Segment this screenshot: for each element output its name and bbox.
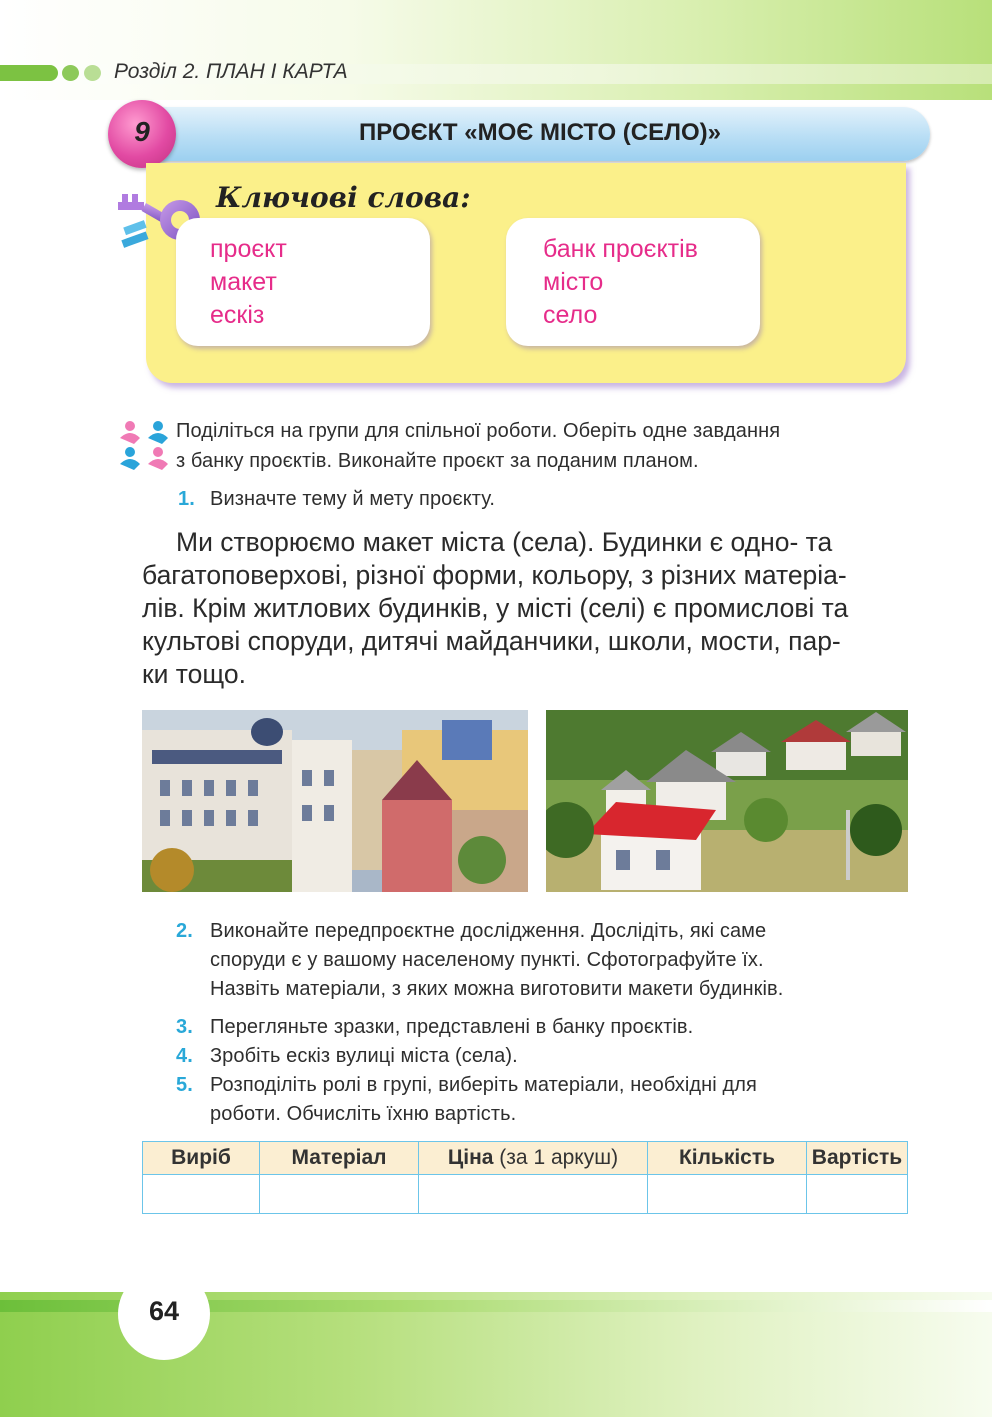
page-number: 64 — [148, 1296, 180, 1326]
step-number: 3. — [176, 1016, 193, 1038]
step-text: роботи. Обчисліть їхню вартість. — [210, 1103, 517, 1125]
table-header-cell: Кількість — [648, 1142, 807, 1175]
table-cell[interactable] — [143, 1175, 260, 1214]
step-number: 4. — [176, 1045, 193, 1067]
step-number: 2. — [176, 920, 193, 942]
paragraph-line: багатоповерхові, різної форми, кольору, з різних матеріа- — [142, 560, 847, 590]
paragraph-line: лів. Крім житлових будинків, у місті (селі) є промислові та — [142, 593, 849, 623]
table-header-cell: Матеріал — [260, 1142, 419, 1175]
table-cell[interactable] — [648, 1175, 807, 1214]
intro-line: з банку проєктів. Виконайте проєкт за поданим планом. — [176, 450, 699, 472]
step-number: 5. — [176, 1074, 193, 1096]
step-text: споруди є у вашому населеному пункті. Сфотографуйте їх. — [210, 949, 764, 971]
keyword: макет — [210, 268, 277, 296]
keyword: проєкт — [210, 235, 287, 263]
step-number: 1. — [178, 488, 195, 510]
city-photo — [142, 710, 528, 892]
step-text: Перегляньте зразки, представлені в банку проєктів. — [210, 1016, 694, 1038]
keyword: село — [543, 301, 598, 329]
step-text: Виконайте передпроєктне дослідження. Дослідіть, які саме — [210, 920, 767, 942]
lesson-title: ПРОЄКТ «МОЄ МІСТО (СЕЛО)» — [359, 119, 721, 146]
step-text: Зробіть ескіз вулиці міста (села). — [210, 1045, 518, 1067]
paragraph-line: ки тощо. — [142, 659, 246, 689]
table-header-cell: Виріб — [143, 1142, 260, 1175]
table-row — [143, 1175, 908, 1214]
village-photo — [546, 710, 908, 892]
keyword: ескіз — [210, 301, 265, 329]
table-header-cell: Ціна (за 1 аркуш) — [419, 1142, 648, 1175]
step-text: Назвіть матеріали, з яких можна виготовити макети будинків. — [210, 978, 784, 1000]
step-text: Розподіліть ролі в групі, виберіть матеріали, необхідні для — [210, 1074, 757, 1096]
table-cell[interactable] — [260, 1175, 419, 1214]
paragraph-line: культові споруди, дитячі майданчики, школи, мости, пар- — [142, 626, 841, 656]
lesson-number: 9 — [134, 116, 150, 147]
table-header-row — [143, 1142, 908, 1175]
intro-line: Поділіться на групи для спільної роботи. Оберіть одне завдання — [176, 420, 781, 442]
keyword: місто — [543, 268, 604, 296]
keywords-title: Ключові слова: — [216, 181, 471, 214]
table-header-cell: Вартість — [807, 1142, 908, 1175]
group-work-icon — [118, 418, 170, 472]
header-band — [0, 0, 992, 100]
paragraph-line: Ми створюємо макет міста (села). Будинки є одно- та — [176, 527, 833, 557]
cost-table — [142, 1141, 908, 1214]
section-title: Розділ 2. ПЛАН І КАРТА — [114, 60, 348, 83]
step-text: Визначте тему й мету проєкту. — [210, 488, 496, 510]
table-cell[interactable] — [807, 1175, 908, 1214]
table-cell[interactable] — [419, 1175, 648, 1214]
keyword: банк проєктів — [543, 235, 698, 263]
header-bar — [0, 65, 58, 81]
header-dot — [62, 65, 79, 81]
header-dot — [84, 65, 101, 81]
